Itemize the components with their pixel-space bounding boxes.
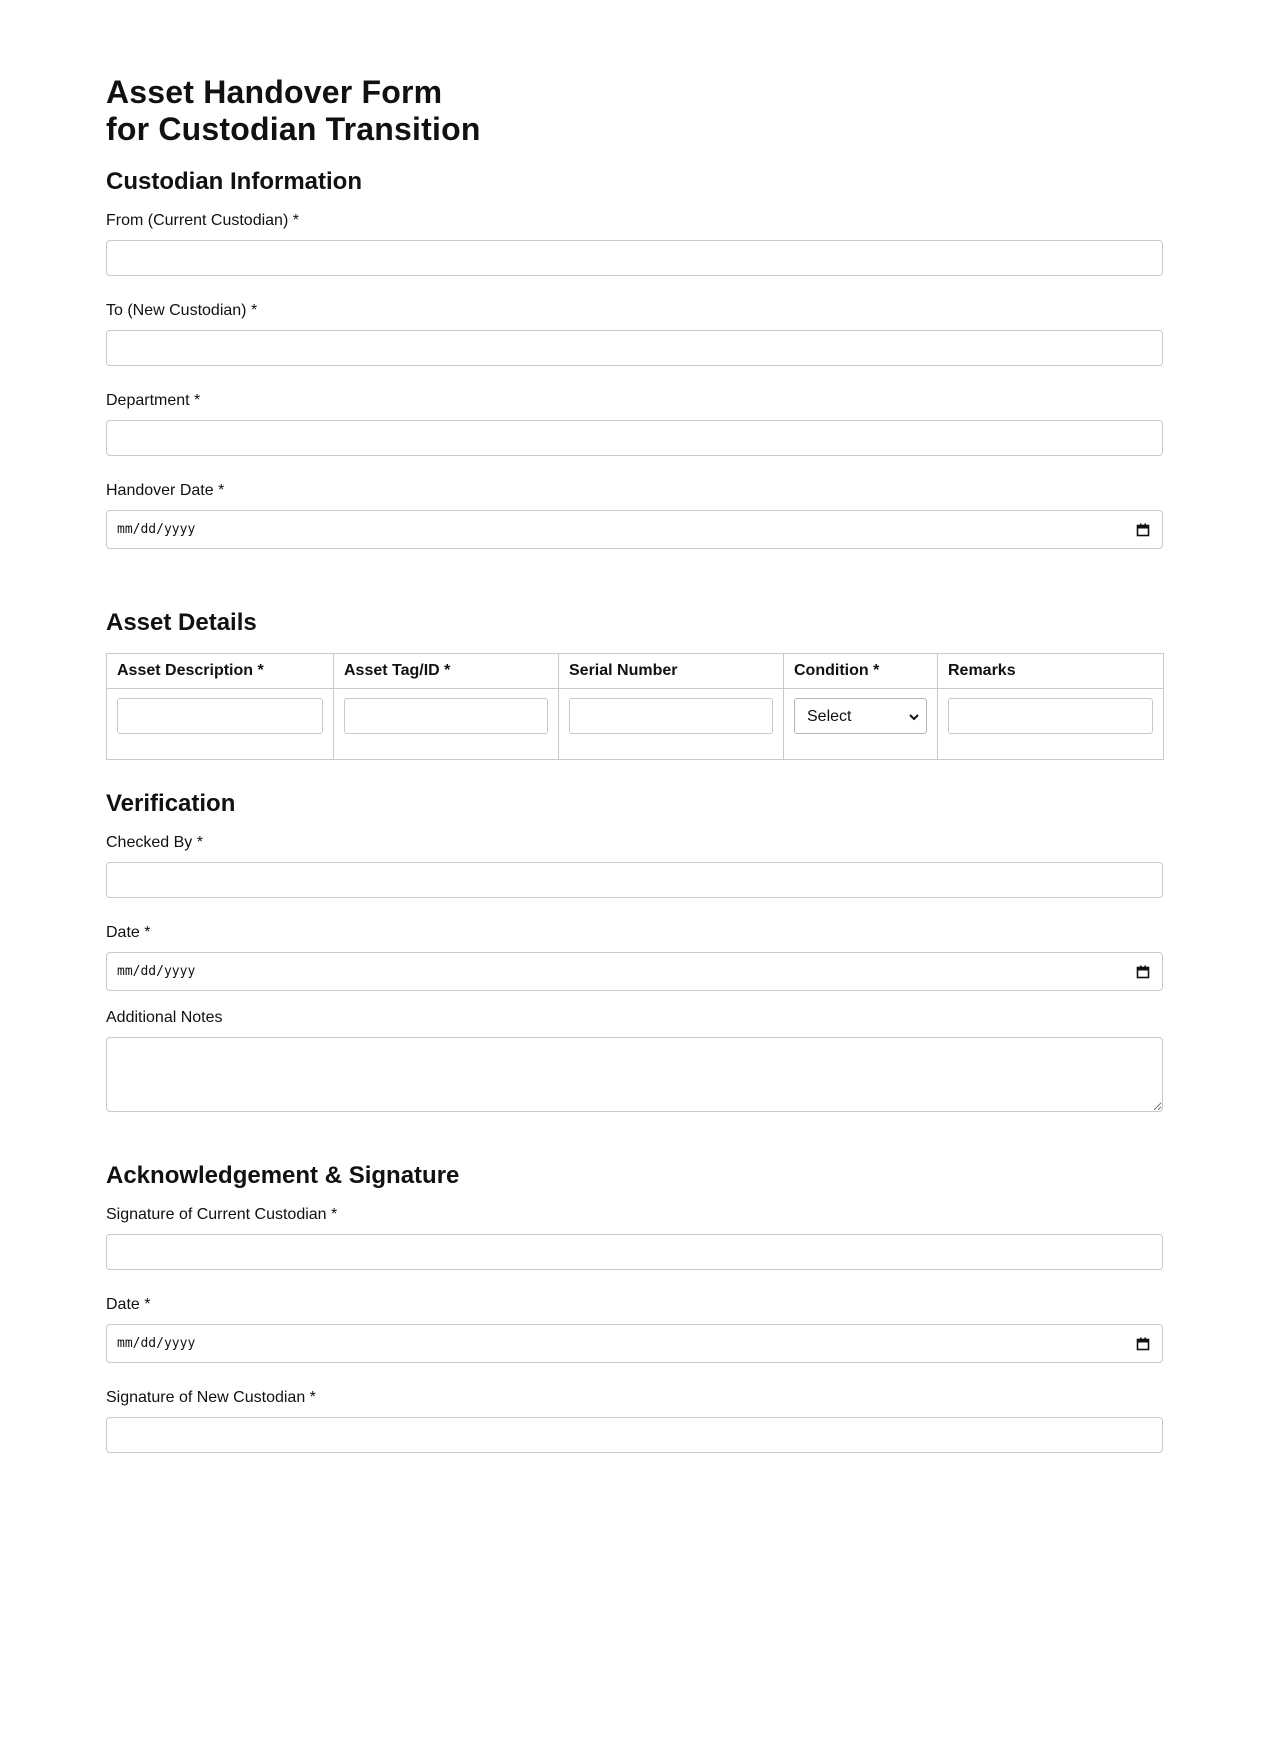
page-title <box>106 74 1163 148</box>
acknowledgement-date-label: Date * <box>106 1296 151 1313</box>
column-serial-number: Serial Number <box>559 654 784 689</box>
table-row <box>107 689 1164 760</box>
custodian-information-heading: Custodian Information <box>106 168 362 195</box>
remarks-input[interactable] <box>948 698 1153 734</box>
to-custodian-input[interactable] <box>106 330 1163 366</box>
department-input[interactable] <box>106 420 1163 456</box>
table-header-row <box>107 654 1164 689</box>
acknowledgement-date-placeholder: mm/dd/yyyy <box>117 1336 196 1351</box>
to-custodian-label: To (New Custodian) * <box>106 302 258 319</box>
verification-date-input[interactable] <box>106 952 1163 991</box>
handover-date-input[interactable] <box>106 510 1163 549</box>
asset-description-input[interactable] <box>117 698 323 734</box>
verification-date-placeholder: mm/dd/yyyy <box>117 964 196 979</box>
additional-notes-label: Additional Notes <box>106 1009 223 1026</box>
acknowledgement-date-input[interactable] <box>106 1324 1163 1363</box>
asset-details-heading: Asset Details <box>106 609 257 636</box>
calendar-icon[interactable] <box>1136 965 1150 979</box>
from-custodian-input[interactable] <box>106 240 1163 276</box>
checked-by-label: Checked By * <box>106 834 203 851</box>
additional-notes-textarea[interactable] <box>106 1037 1163 1112</box>
section-spacer <box>106 575 1163 609</box>
condition-select-value: Select <box>807 708 852 725</box>
verification-heading: Verification <box>106 790 236 817</box>
column-asset-description: Asset Description * <box>107 654 334 689</box>
condition-cell <box>784 689 938 760</box>
serial-number-cell <box>559 689 784 760</box>
condition-select[interactable] <box>794 698 927 734</box>
column-remarks: Remarks <box>938 654 1164 689</box>
asset-description-cell <box>107 689 334 760</box>
handover-date-label: Handover Date * <box>106 482 225 499</box>
acknowledgement-heading: Acknowledgement & Signature <box>106 1162 460 1189</box>
calendar-icon[interactable] <box>1136 523 1150 537</box>
from-custodian-label: From (Current Custodian) * <box>106 212 299 229</box>
serial-number-input[interactable] <box>569 698 773 734</box>
calendar-icon[interactable] <box>1136 1337 1150 1351</box>
checked-by-input[interactable] <box>106 862 1163 898</box>
column-asset-tag: Asset Tag/ID * <box>334 654 559 689</box>
asset-tag-cell <box>334 689 559 760</box>
page-title-line-2: for Custodian Transition <box>106 111 481 147</box>
current-custodian-signature-input[interactable] <box>106 1234 1163 1270</box>
page-title-line-1: Asset Handover Form <box>106 74 443 110</box>
new-custodian-signature-input[interactable] <box>106 1417 1163 1453</box>
column-condition: Condition * <box>784 654 938 689</box>
asset-details-table <box>106 653 1164 760</box>
current-custodian-signature-label: Signature of Current Custodian * <box>106 1206 338 1223</box>
asset-handover-form <box>106 74 1163 1406</box>
verification-date-label: Date * <box>106 924 151 941</box>
handover-date-placeholder: mm/dd/yyyy <box>117 522 196 537</box>
chevron-down-icon <box>908 711 920 723</box>
department-label: Department * <box>106 392 201 409</box>
new-custodian-signature-label: Signature of New Custodian * <box>106 1389 316 1406</box>
remarks-cell <box>938 689 1164 760</box>
asset-tag-input[interactable] <box>344 698 548 734</box>
